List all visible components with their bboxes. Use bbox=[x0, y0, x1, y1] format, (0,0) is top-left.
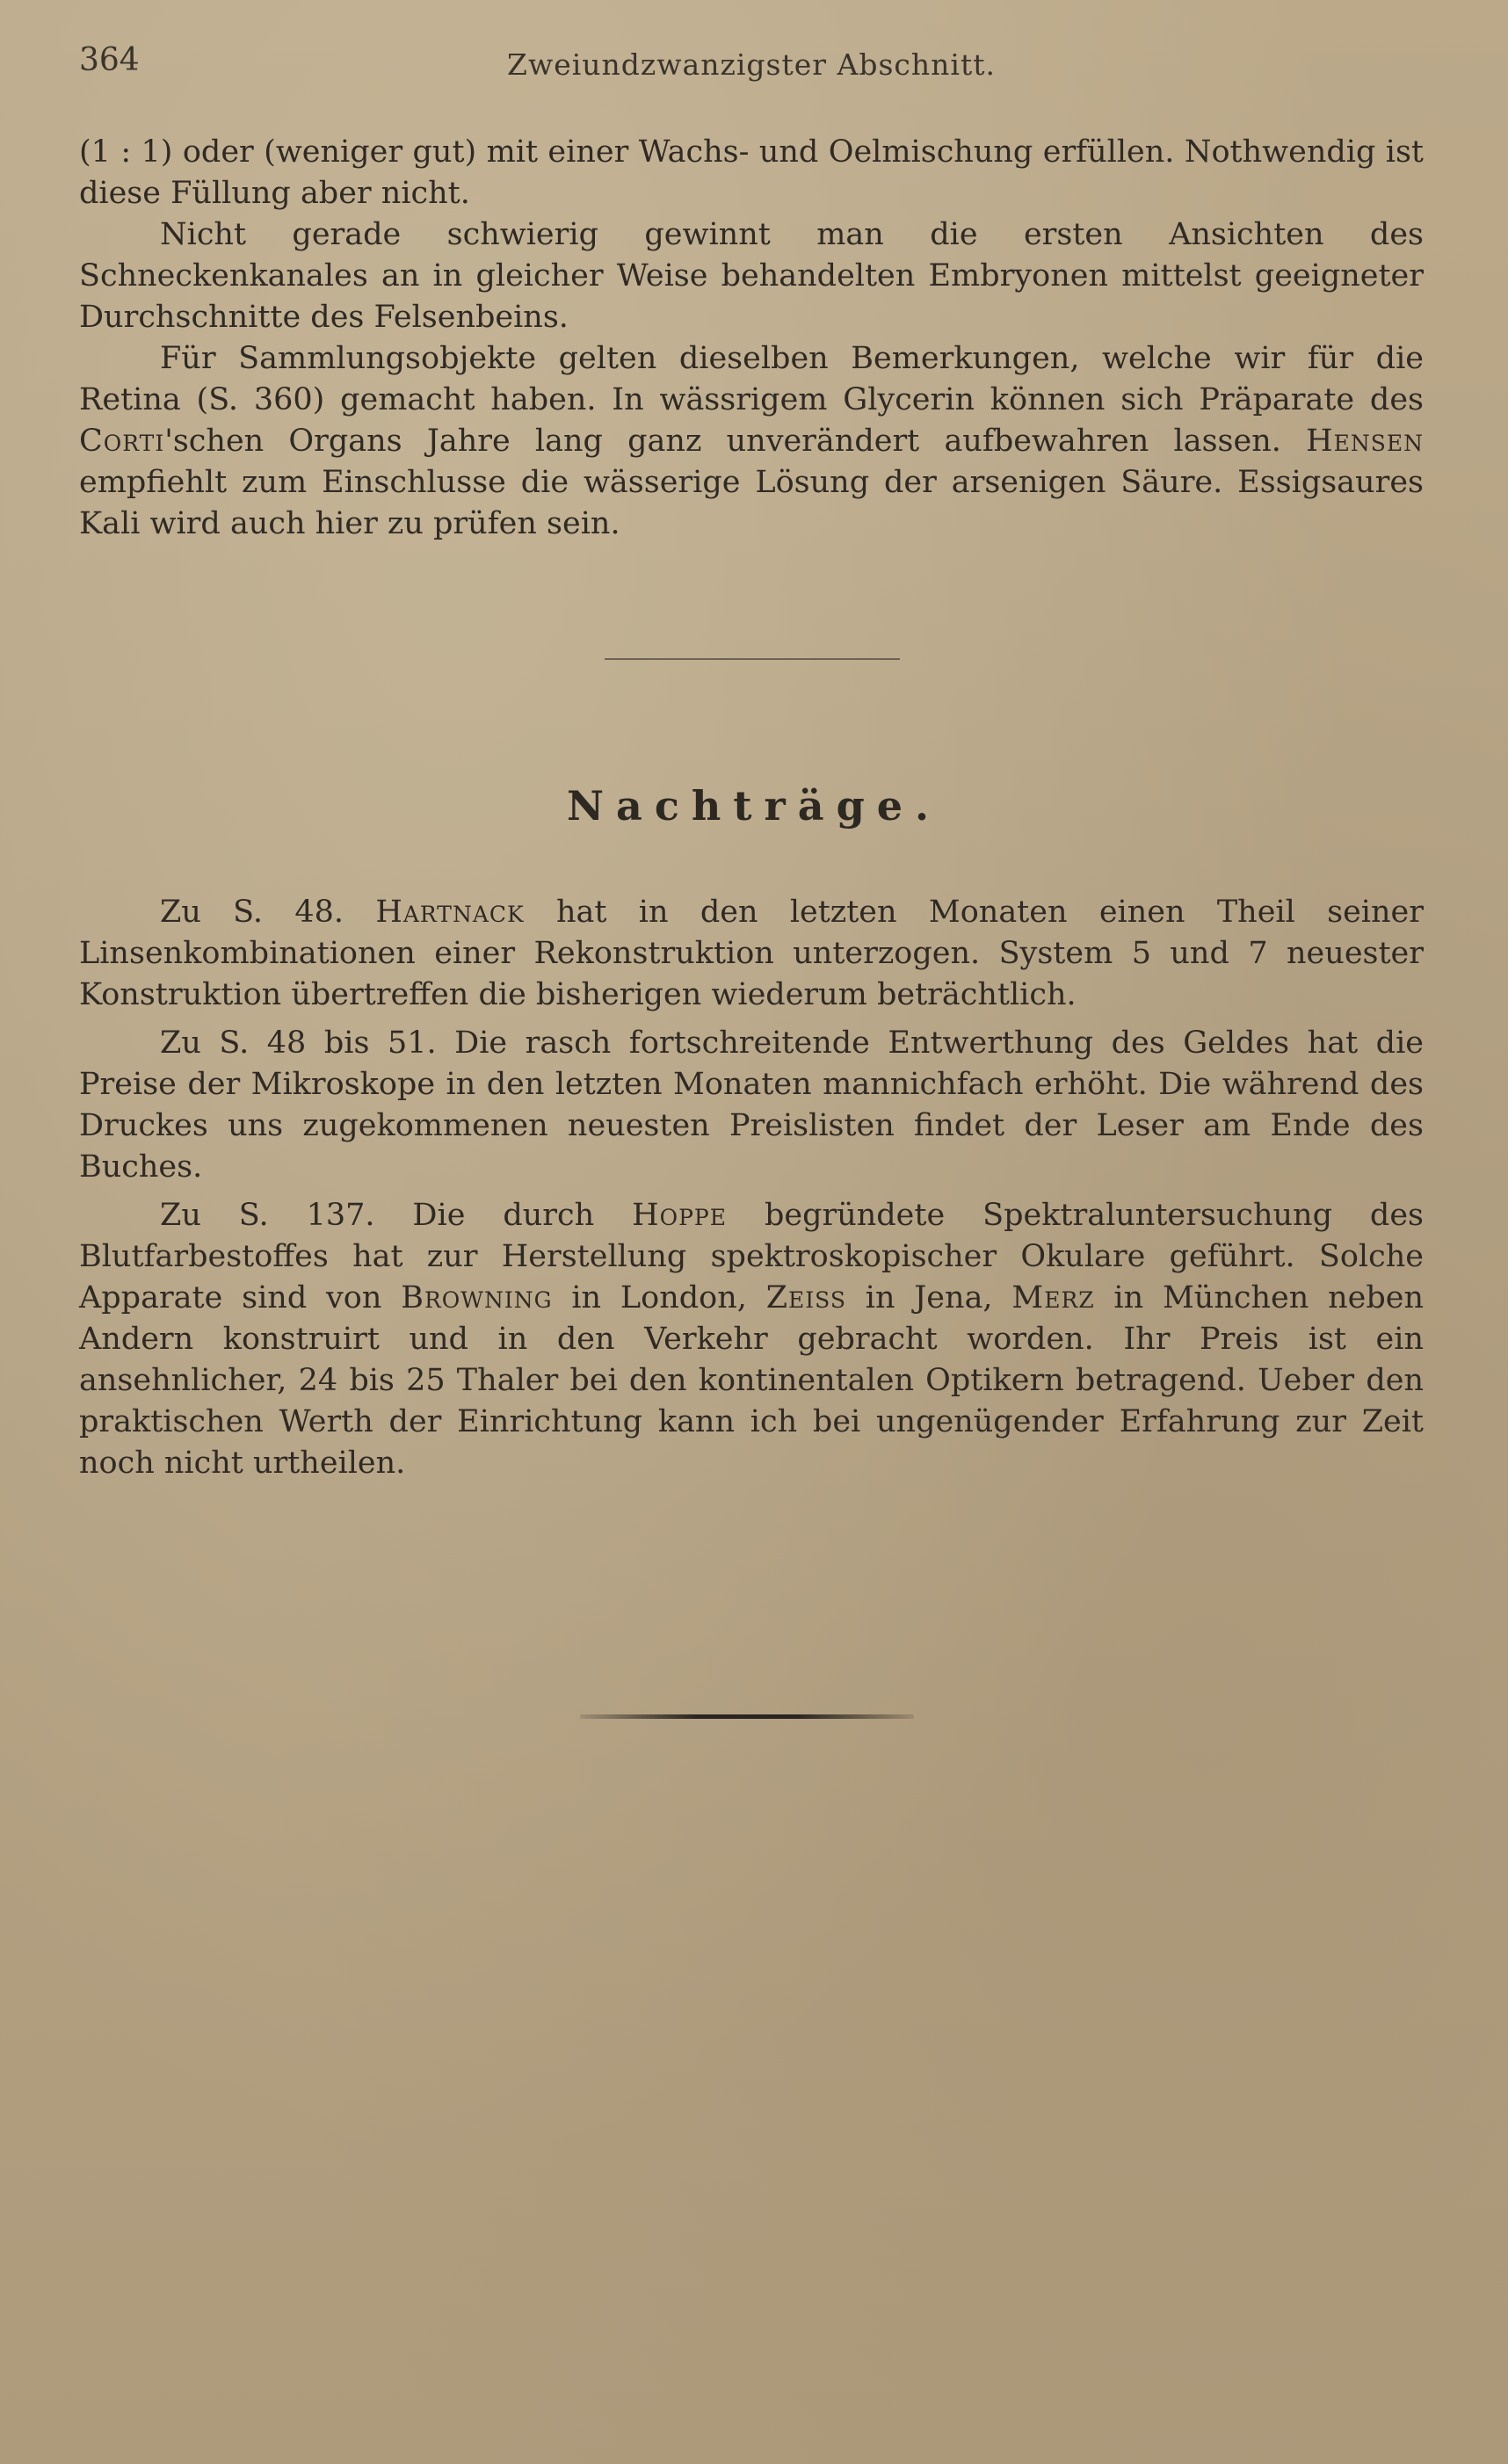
author-name-hensen: Hensen bbox=[1306, 424, 1424, 459]
addendum-entry bbox=[79, 892, 1424, 1016]
addendum-text: in München neben Andern konstruirt und in den Verkehr gebracht worden. Ihr Preis ist ein ansehnlicher, 24 bis 25 Thaler bei den kontinentalen Optikern betragend. Ueber den praktischen Werth der Einrichtung kann ich bei ungenügender Erfahrung zur Zeit noch nicht urtheilen. bbox=[79, 1280, 1424, 1481]
author-name-hoppe: Hoppe bbox=[632, 1198, 728, 1233]
paragraph-sammlungsobjekte bbox=[79, 338, 1424, 545]
addendum-text: in London, bbox=[552, 1280, 766, 1315]
addendum-entry: Zu S. 48 bis 51. Die rasch fortschreitende Entwerthung des Geldes hat die Preise der Mikroskope in den letzten Monaten mannichfach erhöht. Die während des Druckes uns zugekommenen neuesten Preislisten findet der Leser am Ende des Buches. bbox=[79, 1025, 1424, 1185]
author-name-zeiss: Zeiss bbox=[765, 1280, 846, 1315]
intro-text-block bbox=[79, 132, 1424, 545]
section-divider bbox=[605, 658, 900, 660]
addendum-text: hat in den letzten Monaten einen Theil seiner Linsenkombinationen einer Rekonstruktion unterzogen. System 5 und 7 neuester Konstruktion übertreffen die bisherigen wiederum beträchtlich. bbox=[79, 895, 1424, 1012]
section-title: Nachträge. bbox=[566, 782, 942, 830]
paragraph-text: empfiehlt zum Einschlusse die wässerige Lösung der arsenigen Säure. Essigsaures Kali wird auch hier zu prüfen sein. bbox=[79, 465, 1424, 541]
end-ornament-rule bbox=[580, 1714, 914, 1719]
running-head: Zweiundzwanzigster Abschnitt. bbox=[507, 47, 996, 82]
addendum-entry bbox=[79, 1195, 1424, 1484]
author-name-hartnack: Hartnack bbox=[375, 895, 525, 930]
author-name-corti: Corti bbox=[79, 424, 165, 459]
paragraph-text: Für Sammlungsobjekte gelten dieselben Bemerkungen, welche wir für die Retina (S. 360) gemacht haben. In wässrigem Glycerin können sich Präparate des bbox=[79, 341, 1424, 417]
paragraph-schneckenkanal: Nicht gerade schwierig gewinnt man die ersten Ansichten des Schneckenkanales an in gleicher Weise behandelten Embryonen mittelst geeigneter Durchschnitte des Felsenbeins. bbox=[79, 217, 1424, 335]
page-header bbox=[79, 42, 1424, 91]
author-name-merz: Merz bbox=[1011, 1280, 1095, 1315]
addendum-ref: Zu S. 48. bbox=[160, 895, 376, 930]
addendum-text: in Jena, bbox=[845, 1280, 1012, 1315]
addendum-ref: Zu S. 137. Die durch bbox=[160, 1198, 633, 1233]
paragraph-continuation: (1 : 1) oder (weniger gut) mit einer Wachs- und Oelmischung erfüllen. Nothwendig ist diese Füllung aber nicht. bbox=[79, 134, 1424, 211]
addendum-text: begründete Spektraluntersuchung des Blutfarbestoffes hat zur Herstellung spektroskopischer Okulare geführt. Solche Apparate sind von bbox=[79, 1198, 1425, 1315]
page-number: 364 bbox=[79, 42, 140, 78]
author-name-browning: Browning bbox=[401, 1280, 553, 1315]
nachtraege-text-block bbox=[79, 892, 1424, 1491]
paragraph-text: 'schen Organs Jahre lang ganz unverändert aufbewahren lassen. bbox=[164, 424, 1307, 459]
